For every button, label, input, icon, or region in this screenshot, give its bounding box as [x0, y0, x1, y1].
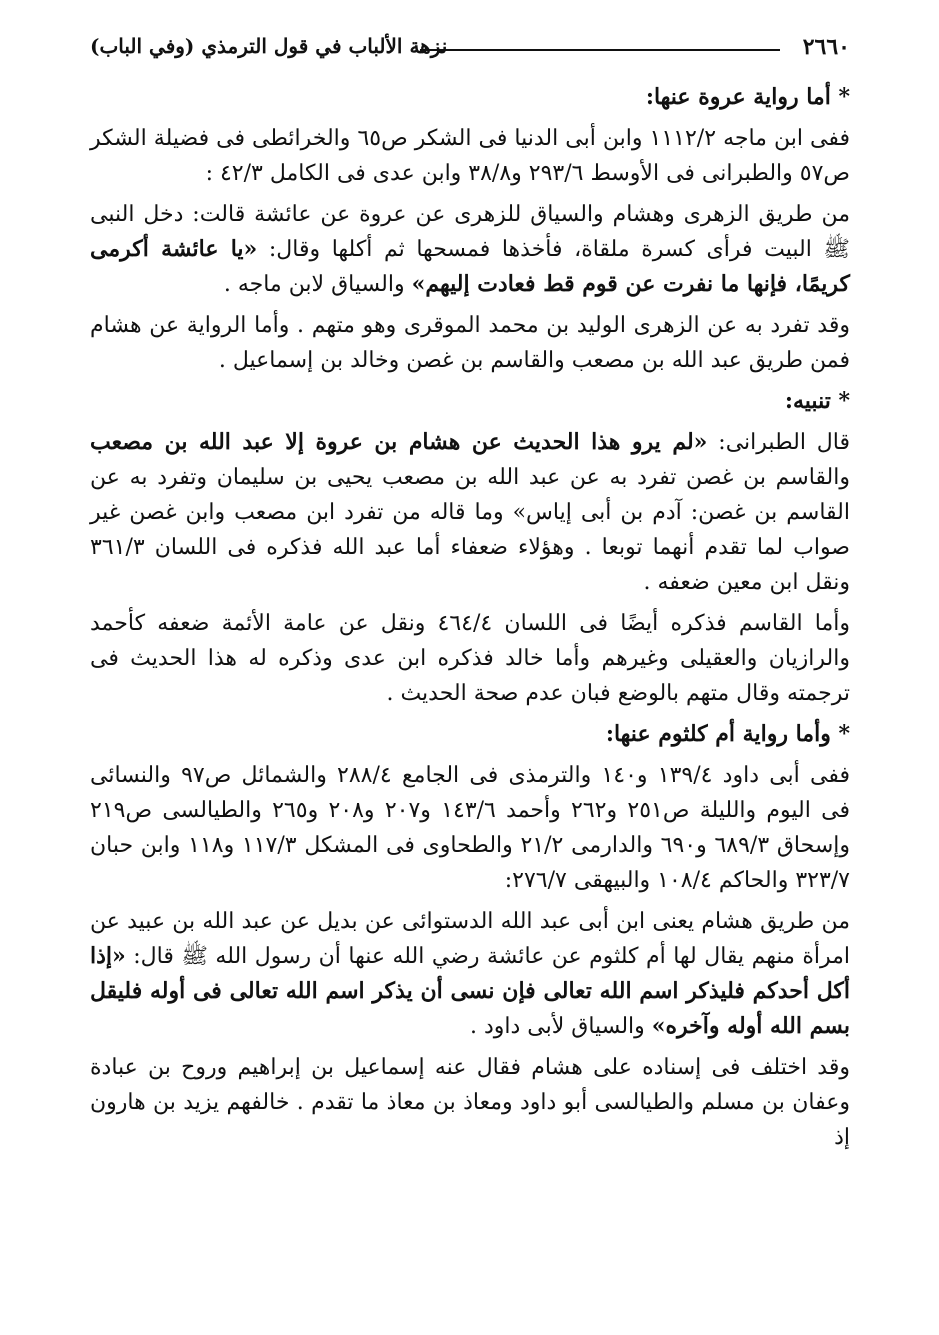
paragraph-4-text-a: قال الطبرانى:	[707, 430, 850, 455]
section-heading-umm-kulthum: * وأما رواية أم كلثوم عنها:	[605, 721, 850, 747]
paragraph-5: وأما القاسم فذكره أيضًا فى اللسان ٤٦٤/٤ ونقل عن عامة الأئمة ضعفه كأحمد والرازيان والعقيلى وغيرهم وأما خالد فذكره ابن عدى وذكره له هذا الحديث فى ترجمته وقال متهم بالوضع فبان عدم صحة الحديث .	[90, 611, 850, 706]
paragraph-2-text-a: من طريق الزهرى وهشام والسياق للزهرى عن عروة عن عائشة قالت: دخل النبى ﷺ البيت فرأى كسرة ملقاة، فأخذها فمسحها ثم أكلها وقال:	[90, 202, 850, 262]
page-header	[90, 28, 850, 64]
hadith-quote-1: «يا عائشة أكرمى كريمًا، فإنها ما نفرت عن قوم قط فعادت إليهم»	[90, 236, 850, 297]
tabarani-quote: «لم يرو هذا الحديث عن هشام بن عروة إلا عبد الله بن مصعب	[90, 429, 708, 455]
paragraph-1: ففى ابن ماجه ١١١٢/٢ وابن أبى الدنيا فى الشكر ص٦٥ والخرائطى فى فضيلة الشكر ص٥٧ والطبرانى فى الأوسط ٢٩٣/٦ و٣٨/٨ وابن عدى فى الكامل ٤٢/٣ :	[90, 126, 850, 186]
paragraph-2-text-b: والسياق لابن ماجه .	[223, 272, 412, 297]
paragraph-4-text-b: والقاسم بن غصن تفرد به عن عبد الله بن مصعب يحيى بن سليمان وتفرد به عن القاسم بن غصن: آدم بن أبى إياس» وما قاله من تفرد ابن مصعب وابن غصن غير صواب لما تقدم أنهما توبعا . وهؤلاء ضعفاء أما عبد الله فذكره فى اللسان ٣٦١/٣ ونقل ابن معين ضعفه .	[90, 465, 850, 595]
paragraph-3: وقد تفرد به عن الزهرى الوليد بن محمد الموقرى وهو متهم . وأما الرواية عن هشام فمن طريق عبد الله بن مصعب والقاسم بن غصن وخالد بن إسماعيل .	[90, 313, 850, 373]
page-body	[90, 80, 850, 1161]
hadith-quote-2: «إذا أكل أحدكم فليذكر اسم الله تعالى فإن نسى أن يذكر اسم الله تعالى فى أوله فليقل بسم الله أوله وآخره»	[90, 943, 850, 1039]
paragraph-7-text-a: من طريق هشام يعنى ابن أبى عبد الله الدستوائى عن بديل عن عبد الله بن عبيد عن امرأة منهم يقال لها أم كلثوم عن عائشة رضي الله عنها أن رسول الله ﷺ قال:	[90, 909, 850, 969]
header-rule	[420, 49, 780, 51]
paragraph-2	[90, 197, 850, 302]
section-heading-note: * تنبيه:	[784, 388, 850, 414]
paragraph-7	[90, 904, 850, 1044]
running-title: نزهة الألباب في قول الترمذي (وفي الباب)	[90, 34, 448, 58]
paragraph-7-text-b: والسياق لأبى داود .	[469, 1014, 652, 1039]
paragraph-8: وقد اختلف فى إسناده على هشام فقال عنه إسماعيل بن إبراهيم وروح بن عبادة وعفان بن مسلم والطيالسى أبو داود ومعاذ بن معاذ ما تقدم . خالفهم يزيد بن هارون إذ	[90, 1055, 850, 1150]
paragraph-4	[90, 425, 850, 600]
section-heading-urwa: * أما رواية عروة عنها:	[645, 84, 850, 110]
page-number: ٢٦٦٠	[802, 34, 850, 60]
paragraph-6: ففى أبى داود ١٣٩/٤ و١٤٠ والترمذى فى الجامع ٢٨٨/٤ والشمائل ص٩٧ والنسائى فى اليوم والليلة ص٢٥١ و٢٦٢ وأحمد ١٤٣/٦ و٢٠٧ و٢٠٨ و٢٦٥ والطيالسى ص٢١٩ وإسحاق ٦٨٩/٣ و٦٩٠ والدارمى ٢١/٢ والطحاوى فى المشكل ١١٧/٣ و١١٨ وابن حبان ٣٢٣/٧ والحاكم ١٠٨/٤ والبيهقى ٢٧٦/٧:	[90, 763, 851, 893]
